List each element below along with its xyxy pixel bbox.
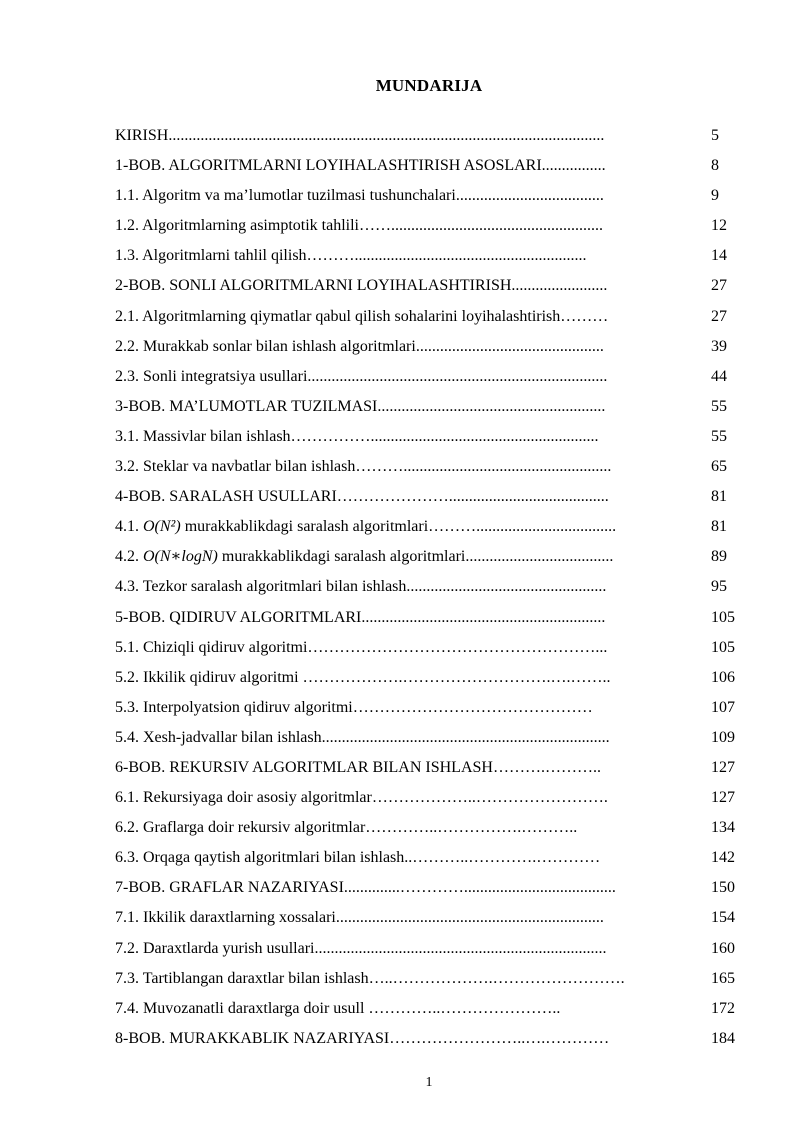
toc-entry-title <box>115 603 697 633</box>
toc-entry-page: 105 <box>711 638 735 656</box>
table-of-contents <box>115 121 745 1054</box>
toc-entry-page: 172 <box>711 999 735 1017</box>
toc-entry-page: 14 <box>711 247 727 265</box>
toc-entry-title <box>115 903 697 933</box>
toc-entry-text: 6.3. Orqaga qaytish algoritmlari bilan ishlash..………..………….………… <box>115 849 601 867</box>
toc-entry[interactable] <box>115 392 745 422</box>
toc-entry-text: 2.1. Algoritmlarning qiymatlar qabul qilish sohalarini loyihalashtirish……… <box>115 307 609 325</box>
toc-entry-formula: O(N²) <box>143 518 181 536</box>
toc-entry-text: 6.1. Rekursiyaga doir asosiy algoritmlar………………..……………………. <box>115 789 608 807</box>
toc-entry-title <box>115 482 697 512</box>
toc-entry-text: 1.3. Algoritmlarni tahlil qilish……….......................................................... <box>115 247 587 265</box>
toc-entry-text: 7.2. Daraxtlarda yurish usullari......................................................................... <box>115 939 607 957</box>
toc-entry-text: 6.2. Graflarga doir rekursiv algoritmlar…………..…………….……….. <box>115 819 578 837</box>
toc-entry-text: 4-BOB. SARALASH USULLARI…………………........................................ <box>115 488 609 506</box>
toc-entry-page: 107 <box>711 698 735 716</box>
toc-entry[interactable] <box>115 934 745 964</box>
toc-entry-page: 9 <box>711 187 719 205</box>
toc-entry[interactable] <box>115 452 745 482</box>
toc-entry-text: 5.4. Xesh-jadvallar bilan ishlash........................................................................ <box>115 728 610 746</box>
toc-entry-title <box>115 813 697 843</box>
toc-entry-title <box>115 753 697 783</box>
toc-entry-title <box>115 994 697 1024</box>
toc-entry-page: 27 <box>711 277 727 295</box>
toc-entry-title <box>115 302 697 332</box>
toc-entry-text: 7.1. Ikkilik daraxtlarning xossalari................................................................... <box>115 909 604 927</box>
toc-entry-text: 5.2. Ikkilik qidiruv algoritmi ……………….……………………….….…….. <box>115 668 611 686</box>
toc-entry[interactable] <box>115 603 745 633</box>
toc-entry[interactable] <box>115 121 745 151</box>
toc-entry[interactable] <box>115 332 745 362</box>
toc-entry-page: 81 <box>711 518 727 536</box>
toc-entry[interactable] <box>115 362 745 392</box>
page-number: 1 <box>425 1075 433 1090</box>
toc-entry[interactable] <box>115 211 745 241</box>
toc-entry-text: 5.3. Interpolyatsion qidiruv algoritmi……………………………………… <box>115 698 593 716</box>
toc-entry-title <box>115 572 697 602</box>
toc-entry-title <box>115 542 697 572</box>
toc-entry-page: 65 <box>711 458 727 476</box>
toc-entry-formula: O(N∗logN) <box>143 548 218 566</box>
toc-entry-text: 5.1. Chiziqli qidiruv algoritmi………………………………………………... <box>115 638 608 656</box>
toc-entry[interactable] <box>115 302 745 332</box>
toc-entry-page: 95 <box>711 578 727 596</box>
toc-entry-page: 142 <box>711 849 735 867</box>
page-title: MUNDARIJA <box>375 76 483 95</box>
toc-entry-text: 3.1. Massivlar bilan ishlash……………......................................................... <box>115 427 599 445</box>
toc-entry-page: 105 <box>711 608 735 626</box>
toc-entry-title <box>115 392 697 422</box>
toc-entry-title <box>115 362 697 392</box>
toc-entry-title <box>115 211 697 241</box>
toc-entry-text: murakkablikdagi saralash algoritmlari..................................... <box>217 548 614 566</box>
toc-entry-title <box>115 181 697 211</box>
toc-entry-page: 5 <box>711 127 719 144</box>
toc-entry-text: 1.1. Algoritm va ma’lumotlar tuzilmasi tushunchalari..................................... <box>115 187 604 205</box>
toc-entry[interactable] <box>115 482 745 512</box>
toc-entry-title <box>115 633 697 663</box>
toc-entry-text: murakkablikdagi saralash algoritmlari………................................... <box>180 518 617 536</box>
toc-entry-title <box>115 843 697 873</box>
toc-entry-title <box>115 422 697 452</box>
toc-entry-page: 55 <box>711 427 727 445</box>
toc-entry-text: 5-BOB. QIDIRUV ALGORITMLARI............................................................. <box>115 608 606 626</box>
toc-entry[interactable] <box>115 151 745 181</box>
toc-entry-text: 6-BOB. REKURSIV ALGORITMLAR BILAN ISHLASH……….……….. <box>115 758 601 776</box>
toc-entry-page: 160 <box>711 939 735 957</box>
toc-entry-page: 150 <box>711 879 735 897</box>
toc-entry[interactable] <box>115 693 745 723</box>
toc-entry-number: 4.1. <box>115 518 143 536</box>
toc-entry-page: 106 <box>711 668 735 686</box>
toc-entry-page: 184 <box>711 1029 735 1047</box>
toc-entry-page: 89 <box>711 548 727 566</box>
toc-entry[interactable] <box>115 994 745 1024</box>
toc-entry[interactable] <box>115 723 745 753</box>
toc-entry-page: 27 <box>711 307 727 325</box>
toc-entry-page: 109 <box>711 728 735 746</box>
toc-entry[interactable] <box>115 422 745 452</box>
toc-entry[interactable] <box>115 241 745 271</box>
toc-entry-title <box>115 693 697 723</box>
toc-entry-page: 127 <box>711 789 735 807</box>
toc-entry[interactable] <box>115 903 745 933</box>
toc-entry-title <box>115 964 697 994</box>
toc-entry-number: 4.2. <box>115 548 143 566</box>
toc-entry-page: 12 <box>711 217 727 235</box>
toc-entry-title <box>115 783 697 813</box>
toc-entry[interactable] <box>115 633 745 663</box>
toc-entry-title <box>115 271 697 301</box>
toc-entry-title <box>115 1024 697 1054</box>
toc-entry[interactable] <box>115 542 745 572</box>
toc-entry-text: 7-BOB. GRAFLAR NAZARIYASI..............…………...................................... <box>115 879 616 897</box>
toc-entry-title <box>115 121 697 151</box>
toc-entry-text: 3-BOB. MA’LUMOTLAR TUZILMASI......................................................... <box>115 397 606 415</box>
toc-entry-page: 55 <box>711 397 727 415</box>
toc-entry[interactable] <box>115 843 745 873</box>
toc-entry-title <box>115 452 697 482</box>
toc-entry[interactable] <box>115 873 745 903</box>
toc-entry[interactable] <box>115 181 745 211</box>
toc-entry-title <box>115 663 697 693</box>
toc-entry-title <box>115 873 697 903</box>
toc-entry-title <box>115 934 697 964</box>
toc-entry-page: 44 <box>711 367 727 385</box>
toc-entry-title <box>115 332 697 362</box>
toc-entry-title <box>115 241 697 271</box>
toc-entry[interactable] <box>115 1024 745 1054</box>
toc-entry-title <box>115 151 697 181</box>
toc-entry-text: 7.4. Muvozanatli daraxtlarga doir usull …………..………………….. <box>115 999 561 1017</box>
toc-entry[interactable] <box>115 512 745 542</box>
toc-entry[interactable] <box>115 813 745 843</box>
toc-entry[interactable] <box>115 753 745 783</box>
toc-entry-text: 7.3. Tartiblangan daraxtlar bilan ishlash…..……………….……………………. <box>115 969 625 987</box>
toc-entry-text: 8-BOB. MURAKKABLIK NAZARIYASI……………………..….………… <box>115 1029 610 1047</box>
toc-entry-page: 127 <box>711 758 735 776</box>
toc-entry[interactable] <box>115 572 745 602</box>
toc-entry-page: 165 <box>711 969 735 987</box>
toc-entry[interactable] <box>115 964 745 994</box>
toc-entry-text: 2-BOB. SONLI ALGORITMLARNI LOYIHALASHTIRISH........................ <box>115 277 608 295</box>
toc-entry-text: 1.2. Algoritmlarning asimptotik tahlili……..................................................... <box>115 217 603 235</box>
toc-entry-title <box>115 723 697 753</box>
toc-entry[interactable] <box>115 271 745 301</box>
toc-entry-page: 8 <box>711 157 719 175</box>
toc-entry-page: 39 <box>711 337 727 355</box>
toc-entry[interactable] <box>115 663 745 693</box>
toc-entry[interactable] <box>115 783 745 813</box>
toc-entry-page: 134 <box>711 819 735 837</box>
toc-entry-title <box>115 512 697 542</box>
toc-entry-text: 2.3. Sonli integratsiya usullari........................................................................... <box>115 367 608 385</box>
toc-entry-text: 2.2. Murakkab sonlar bilan ishlash algoritmlari............................................... <box>115 337 604 355</box>
toc-entry-page: 154 <box>711 909 735 927</box>
toc-entry-text: 3.2. Steklar va navbatlar bilan ishlash……….................................................... <box>115 458 612 476</box>
toc-entry-text: KIRISH............................................................................................................. <box>115 127 605 144</box>
toc-entry-page: 81 <box>711 488 727 506</box>
toc-entry-text: 1-BOB. ALGORITMLARNI LOYIHALASHTIRISH ASOSLARI................ <box>115 157 606 175</box>
toc-entry-text: 4.3. Tezkor saralash algoritmlari bilan ishlash.................................................. <box>115 578 607 596</box>
